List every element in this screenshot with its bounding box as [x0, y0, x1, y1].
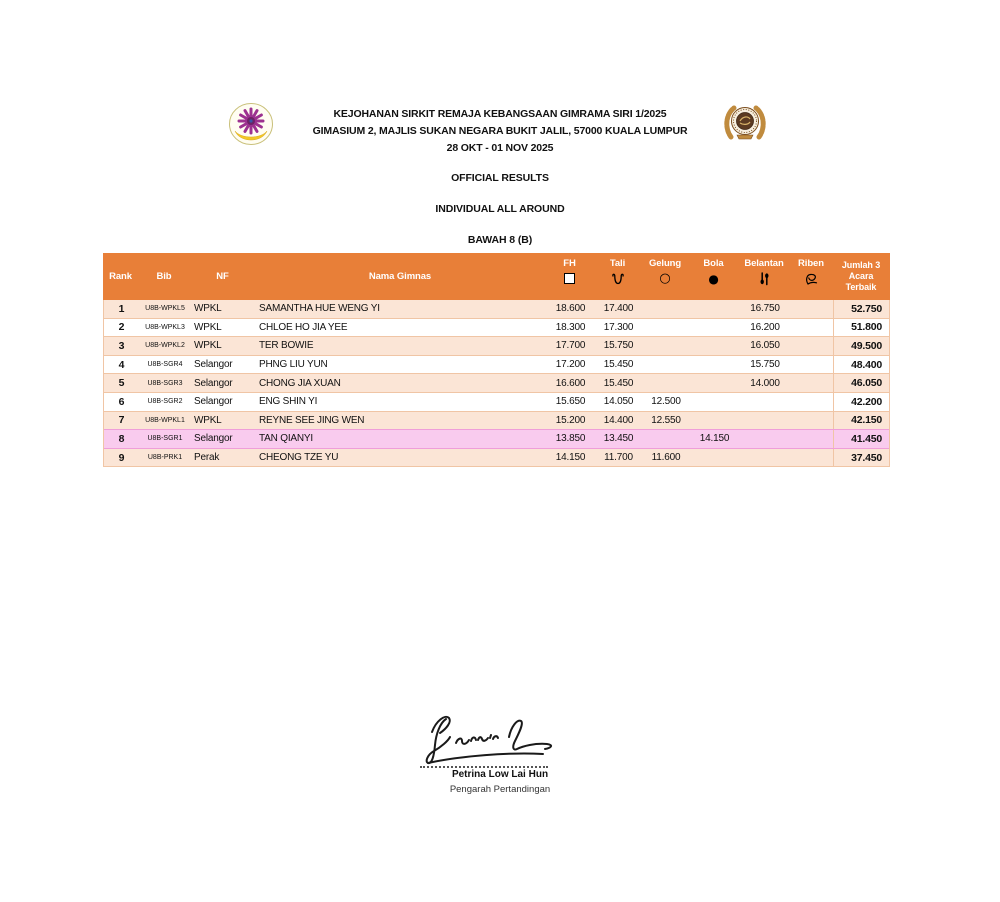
- gymnast-name-cell: REYNE SEE JING WEN: [259, 414, 365, 426]
- title-line-1: KEJOHANAN SIRKIT REMAJA KEBANGSAAN GIMRAMA SIRI 1/2025: [333, 108, 667, 120]
- gymnast-name-cell: ENG SHIN YI: [259, 396, 318, 408]
- majlis-sukan-negara-logo: [721, 101, 769, 147]
- score-bola-cell: [690, 412, 739, 430]
- rank-cell: 4: [118, 358, 125, 371]
- table-row: [104, 429, 889, 448]
- table-row: [104, 392, 889, 411]
- score-gelung-cell: [642, 300, 690, 318]
- table-header-row: [103, 253, 890, 300]
- score-riben-cell: [791, 430, 833, 448]
- event-heading: INDIVIDUAL ALL AROUND: [435, 203, 565, 215]
- total-score-cell: 48.400: [833, 356, 891, 374]
- nf-cell: Selangor: [194, 433, 233, 445]
- nf-cell: WPKL: [194, 414, 222, 426]
- header-total: Jumlah 3 Acara Terbaik: [841, 260, 881, 292]
- header-tali-label: Tali: [609, 258, 626, 269]
- signatory-title: Pengarah Pertandingan: [449, 784, 551, 795]
- gelung-hoop-icon: ○: [659, 271, 671, 286]
- header-tali: [594, 253, 641, 300]
- total-score-cell: 42.150: [833, 412, 891, 430]
- score-gelung-cell: 12.550: [651, 414, 681, 426]
- score-belantan-cell: 15.750: [750, 359, 780, 371]
- fh-freehand-icon: [564, 271, 575, 286]
- score-tali-cell: 14.400: [603, 414, 634, 426]
- score-riben-cell: [791, 449, 833, 467]
- signatory-name: Petrina Low Lai Hun: [451, 769, 549, 780]
- score-bola-cell: [690, 393, 739, 411]
- table-row: [104, 448, 889, 467]
- score-gelung-cell: [642, 356, 690, 374]
- table-row: [104, 300, 889, 318]
- header-fh-label: FH: [563, 258, 576, 269]
- nf-cell: Selangor: [194, 396, 233, 408]
- score-gelung-cell: [642, 430, 690, 448]
- total-score-cell: 51.800: [833, 319, 891, 337]
- gymnast-name-cell: PHNG LIU YUN: [259, 359, 328, 371]
- score-tali-cell: 14.050: [603, 396, 634, 408]
- score-fh-cell: 17.200: [555, 359, 586, 371]
- bola-ball-icon: ●: [708, 271, 719, 286]
- bib-cell: U8B-SGR4: [147, 361, 183, 369]
- wreath-emblem-icon: [721, 101, 769, 147]
- total-score-cell: 37.450: [833, 449, 891, 467]
- title-line-2: GIMASIUM 2, MAJLIS SUKAN NEGARA BUKIT JALIL, 57000 KUALA LUMPUR: [312, 125, 688, 137]
- results-table: [103, 253, 890, 467]
- bib-cell: U8B-WPKL5: [145, 305, 185, 313]
- score-riben-cell: [791, 412, 833, 430]
- total-score-cell: 52.750: [833, 300, 891, 318]
- rank-cell: 2: [118, 321, 125, 334]
- score-riben-cell: [791, 319, 833, 337]
- title-line-3: 28 OKT - 01 NOV 2025: [446, 142, 554, 154]
- bib-cell: U8B-WPKL1: [145, 416, 185, 424]
- gymnast-name-cell: CHEONG TZE YU: [259, 452, 339, 464]
- nf-cell: WPKL: [194, 303, 222, 315]
- signature-dotted-line: [420, 766, 548, 768]
- nf-cell: Perak: [194, 452, 220, 464]
- total-score-cell: 41.450: [833, 430, 891, 448]
- score-bola-cell: [690, 449, 739, 467]
- table-row: [104, 336, 889, 355]
- score-gelung-cell: [642, 337, 690, 355]
- score-tali-cell: 15.450: [603, 377, 634, 389]
- score-belantan-cell: 16.200: [750, 321, 780, 333]
- gymnast-name-cell: CHLOE HO JIA YEE: [259, 321, 348, 333]
- header-gelung: [641, 253, 689, 300]
- bib-cell: U8B-SGR1: [147, 435, 183, 443]
- score-gelung-cell: 11.600: [651, 452, 681, 464]
- score-belantan-cell: 16.050: [750, 340, 780, 352]
- document-title-block: [0, 106, 1000, 157]
- table-row: [104, 411, 889, 430]
- table-row: [104, 373, 889, 392]
- score-fh-cell: 18.600: [555, 303, 586, 315]
- nf-cell: WPKL: [194, 340, 222, 352]
- rank-cell: 8: [118, 432, 125, 445]
- header-fh: [545, 253, 594, 300]
- header-bib: Bib: [156, 271, 172, 282]
- results-table-body: [103, 300, 890, 467]
- rank-cell: 5: [118, 377, 125, 390]
- score-fh-cell: 17.700: [555, 340, 586, 352]
- gymnast-name-cell: TER BOWIE: [259, 340, 314, 352]
- header-nama-gimnas: Nama Gimnas: [368, 271, 432, 282]
- score-riben-cell: [791, 393, 833, 411]
- table-row: [104, 318, 889, 337]
- score-tali-cell: 15.450: [603, 359, 634, 371]
- tali-rope-icon: [610, 271, 626, 286]
- score-riben-cell: [791, 300, 833, 318]
- total-score-cell: 49.500: [833, 337, 891, 355]
- header-belantan-label: Belantan: [744, 258, 784, 269]
- header-bola: [689, 253, 738, 300]
- header-rank: Rank: [109, 271, 132, 282]
- score-fh-cell: 18.300: [555, 321, 586, 333]
- official-results-heading: OFFICIAL RESULTS: [451, 172, 549, 184]
- rank-cell: 9: [118, 451, 125, 464]
- score-tali-cell: 17.300: [603, 321, 634, 333]
- score-bola-cell: [690, 356, 739, 374]
- belantan-clubs-icon: [757, 271, 772, 286]
- score-bola-cell: [690, 337, 739, 355]
- bib-cell: U8B-SGR2: [147, 398, 183, 406]
- bib-cell: U8B-WPKL3: [145, 323, 185, 331]
- score-fh-cell: 15.200: [555, 414, 586, 426]
- table-row: [104, 355, 889, 374]
- gymnast-name-cell: SAMANTHA HUE WENG YI: [259, 303, 380, 315]
- score-fh-cell: 14.150: [555, 452, 586, 464]
- rank-cell: 3: [118, 339, 125, 352]
- score-gelung-cell: [642, 374, 690, 392]
- total-score-cell: 46.050: [833, 374, 891, 392]
- riben-ribbon-icon: [804, 271, 819, 286]
- score-fh-cell: 15.650: [555, 396, 586, 408]
- score-fh-cell: 13.850: [555, 433, 586, 445]
- header-riben: [790, 253, 832, 300]
- rank-cell: 7: [118, 414, 125, 427]
- header-riben-label: Riben: [798, 258, 824, 269]
- score-belantan-cell: [739, 449, 791, 467]
- nf-cell: Selangor: [194, 359, 233, 371]
- rank-cell: 6: [118, 395, 125, 408]
- header-belantan: [738, 253, 790, 300]
- score-tali-cell: 11.700: [604, 452, 633, 464]
- total-score-cell: 42.200: [833, 393, 891, 411]
- category-heading: BAWAH 8 (B): [467, 234, 533, 246]
- bib-cell: U8B-WPKL2: [145, 342, 185, 350]
- score-bola-cell: [690, 300, 739, 318]
- score-tali-cell: 15.750: [603, 340, 634, 352]
- score-gelung-cell: [642, 319, 690, 337]
- score-belantan-cell: [739, 430, 791, 448]
- score-riben-cell: [791, 356, 833, 374]
- score-belantan-cell: [739, 412, 791, 430]
- header-nf: NF: [216, 271, 229, 282]
- score-bola-cell: 14.150: [699, 433, 730, 445]
- rank-cell: 1: [118, 302, 125, 315]
- score-bola-cell: [690, 319, 739, 337]
- bib-cell: U8B-PRK1: [147, 454, 183, 462]
- score-bola-cell: [690, 374, 739, 392]
- score-belantan-cell: 14.000: [750, 377, 780, 389]
- score-fh-cell: 16.600: [555, 377, 586, 389]
- nf-cell: Selangor: [194, 377, 233, 389]
- score-tali-cell: 17.400: [603, 303, 634, 315]
- header-bola-label: Bola: [703, 258, 724, 269]
- score-riben-cell: [791, 374, 833, 392]
- score-tali-cell: 13.450: [603, 433, 634, 445]
- nf-cell: WPKL: [194, 321, 222, 333]
- gymnast-name-cell: TAN QIANYI: [259, 433, 313, 445]
- score-gelung-cell: 12.500: [651, 396, 681, 408]
- score-belantan-cell: [739, 393, 791, 411]
- bib-cell: U8B-SGR3: [147, 379, 183, 387]
- score-riben-cell: [791, 337, 833, 355]
- score-belantan-cell: 16.750: [750, 303, 780, 315]
- header-gelung-label: Gelung: [648, 258, 682, 269]
- gymnast-name-cell: CHONG JIA XUAN: [259, 377, 341, 389]
